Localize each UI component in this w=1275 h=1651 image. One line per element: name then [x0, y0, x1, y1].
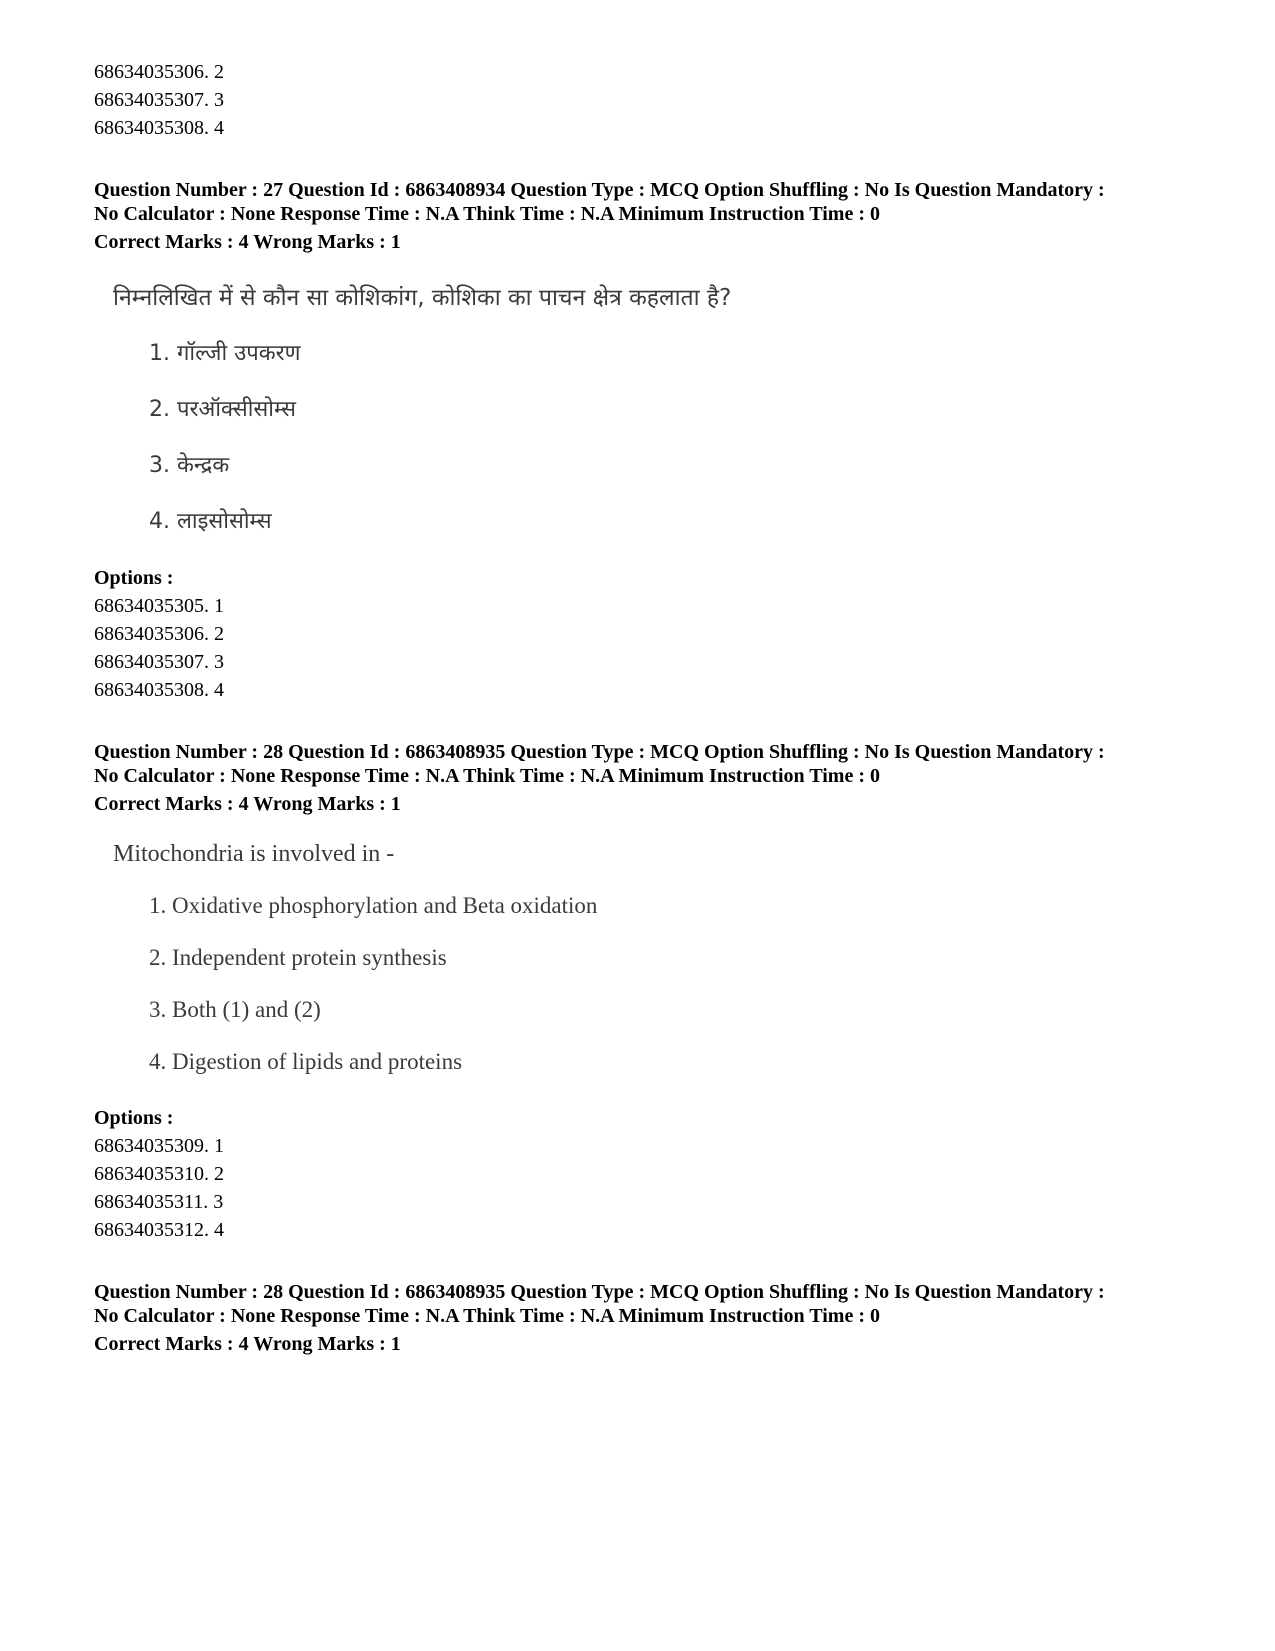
answer-choice: 4. Digestion of lipids and proteins: [149, 1049, 463, 1074]
question-header-line: No Calculator : None Response Time : N.A Think Time : N.A Minimum Instruction Time : 0: [94, 1305, 880, 1327]
question-header-line: Question Number : 28 Question Id : 6863408935 Question Type : MCQ Option Shuffling : No Is Question Mandatory :: [94, 741, 1105, 763]
answer-choice: 2. परऑक्सीसोम्स: [149, 397, 297, 422]
question-28-header: [94, 740, 1214, 788]
answer-choice: 1. गॉल्जी उपकरण: [149, 341, 301, 366]
option-line: 68634035307. 3: [94, 651, 224, 673]
option-line: 68634035310. 2: [94, 1163, 224, 1185]
question-27-header: [94, 178, 1214, 226]
question-header-line: Question Number : 28 Question Id : 6863408935 Question Type : MCQ Option Shuffling : No Is Question Mandatory :: [94, 1281, 1105, 1303]
question-header-line: No Calculator : None Response Time : N.A Think Time : N.A Minimum Instruction Time : 0: [94, 203, 880, 225]
answer-choice: 2. Independent protein synthesis: [149, 945, 447, 970]
question-28-body: [113, 838, 598, 1074]
question-header-line: Question Number : 27 Question Id : 6863408934 Question Type : MCQ Option Shuffling : No Is Question Mandatory :: [94, 179, 1105, 201]
option-line: 68634035306. 2: [94, 623, 224, 645]
question-stem: निम्नलिखित में से कौन सा कोशिकांग, कोशिका का पाचन क्षेत्र कहलाता है?: [113, 285, 732, 311]
options-label: Options :: [94, 567, 174, 589]
option-line: 68634035312. 4: [94, 1219, 224, 1241]
options-label: Options :: [94, 1107, 174, 1129]
option-line: 68634035309. 1: [94, 1135, 224, 1157]
option-line: 68634035306. 2: [94, 61, 224, 83]
question-28-repeat-marks: Correct Marks : 4 Wrong Marks : 1: [94, 1333, 401, 1355]
answer-choice: 3. केन्द्रक: [149, 453, 230, 478]
option-line: 68634035311. 3: [94, 1191, 224, 1213]
answer-choice: 1. Oxidative phosphorylation and Beta oxidation: [149, 893, 598, 918]
option-line: 68634035308. 4: [94, 679, 224, 701]
question-27-body: [113, 282, 732, 534]
question-header-line: No Calculator : None Response Time : N.A Think Time : N.A Minimum Instruction Time : 0: [94, 765, 880, 787]
option-line: 68634035305. 1: [94, 595, 224, 617]
option-line: 68634035308. 4: [94, 117, 224, 139]
question-28-marks: Correct Marks : 4 Wrong Marks : 1: [94, 793, 401, 815]
answer-choice: 4. लाइसोसोम्स: [149, 509, 272, 534]
question-stem: Mitochondria is involved in -: [113, 841, 395, 867]
question-28-repeat-header: [94, 1280, 1214, 1328]
option-line: 68634035307. 3: [94, 89, 224, 111]
answer-choice: 3. Both (1) and (2): [149, 997, 321, 1022]
question-27-marks: Correct Marks : 4 Wrong Marks : 1: [94, 231, 401, 253]
